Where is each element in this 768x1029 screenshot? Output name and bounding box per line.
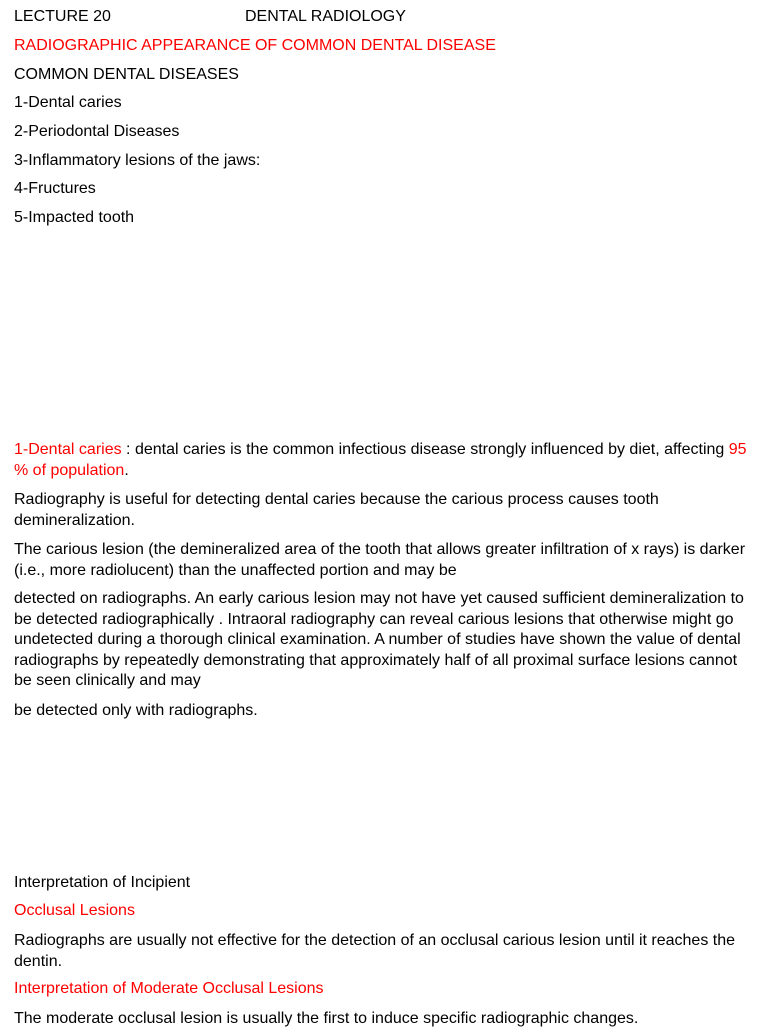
caries-intro-paragraph — [14, 440, 754, 481]
incipient-heading: Interpretation of Incipient — [14, 874, 191, 891]
caries-intro-text: : dental caries is the common infectious disease strongly influenced by diet, affecting — [121, 441, 729, 458]
caries-paragraph-2: Radiography is useful for detecting dental caries because the carious process causes tooth demineralization. — [14, 491, 659, 529]
list-item: 2-Periodontal Diseases — [14, 123, 180, 140]
caries-intro-end: . — [124, 461, 129, 479]
document-page — [14, 0, 754, 1027]
caries-term: 1-Dental caries — [14, 441, 122, 458]
caries-paragraph-5: be detected only with radiographs. — [14, 702, 258, 719]
common-diseases-heading: COMMON DENTAL DISEASES — [14, 66, 239, 83]
document-title: RADIOGRAPHIC APPEARANCE OF COMMON DENTAL DISEASE — [14, 37, 496, 54]
course-title: DENTAL RADIOLOGY — [245, 8, 406, 25]
caries-paragraph-4: detected on radiographs. An early carious lesion may not have yet caused sufficient demineralization to be detected radiographically . Intraoral radiography can reveal carious lesions that otherwise might go undetected during a thorough clinical examination. A number of studies have shown the value of dental radiographs by repeatedly demonstrating that approximately half of all proximal surface lesions cannot be seen clinically and may — [14, 590, 744, 689]
moderate-heading: Interpretation of Moderate Occlusal Lesions — [14, 980, 324, 997]
incipient-subheading: Occlusal Lesions — [14, 902, 135, 919]
moderate-text: The moderate occlusal lesion is usually the first to induce specific radiographic changes. — [14, 1010, 639, 1027]
list-item: 1-Dental caries — [14, 94, 122, 111]
header-row — [14, 7, 406, 27]
list-item: 3-Inflammatory lesions of the jaws: — [14, 152, 261, 169]
incipient-text: Radiographs are usually not effective for the detection of an occlusal carious lesion until it reaches the dentin. — [14, 932, 736, 970]
population-highlight: 95 % of population — [14, 441, 747, 479]
list-item: 5-Impacted tooth — [14, 209, 135, 226]
list-item: 4-Fructures — [14, 180, 96, 197]
lecture-number: LECTURE 20 — [14, 8, 111, 25]
caries-paragraph-3: The carious lesion (the demineralized area of the tooth that allows greater infiltration of x rays) is darker (i.e., more radiolucent) than the unaffected portion and may be — [14, 541, 746, 579]
